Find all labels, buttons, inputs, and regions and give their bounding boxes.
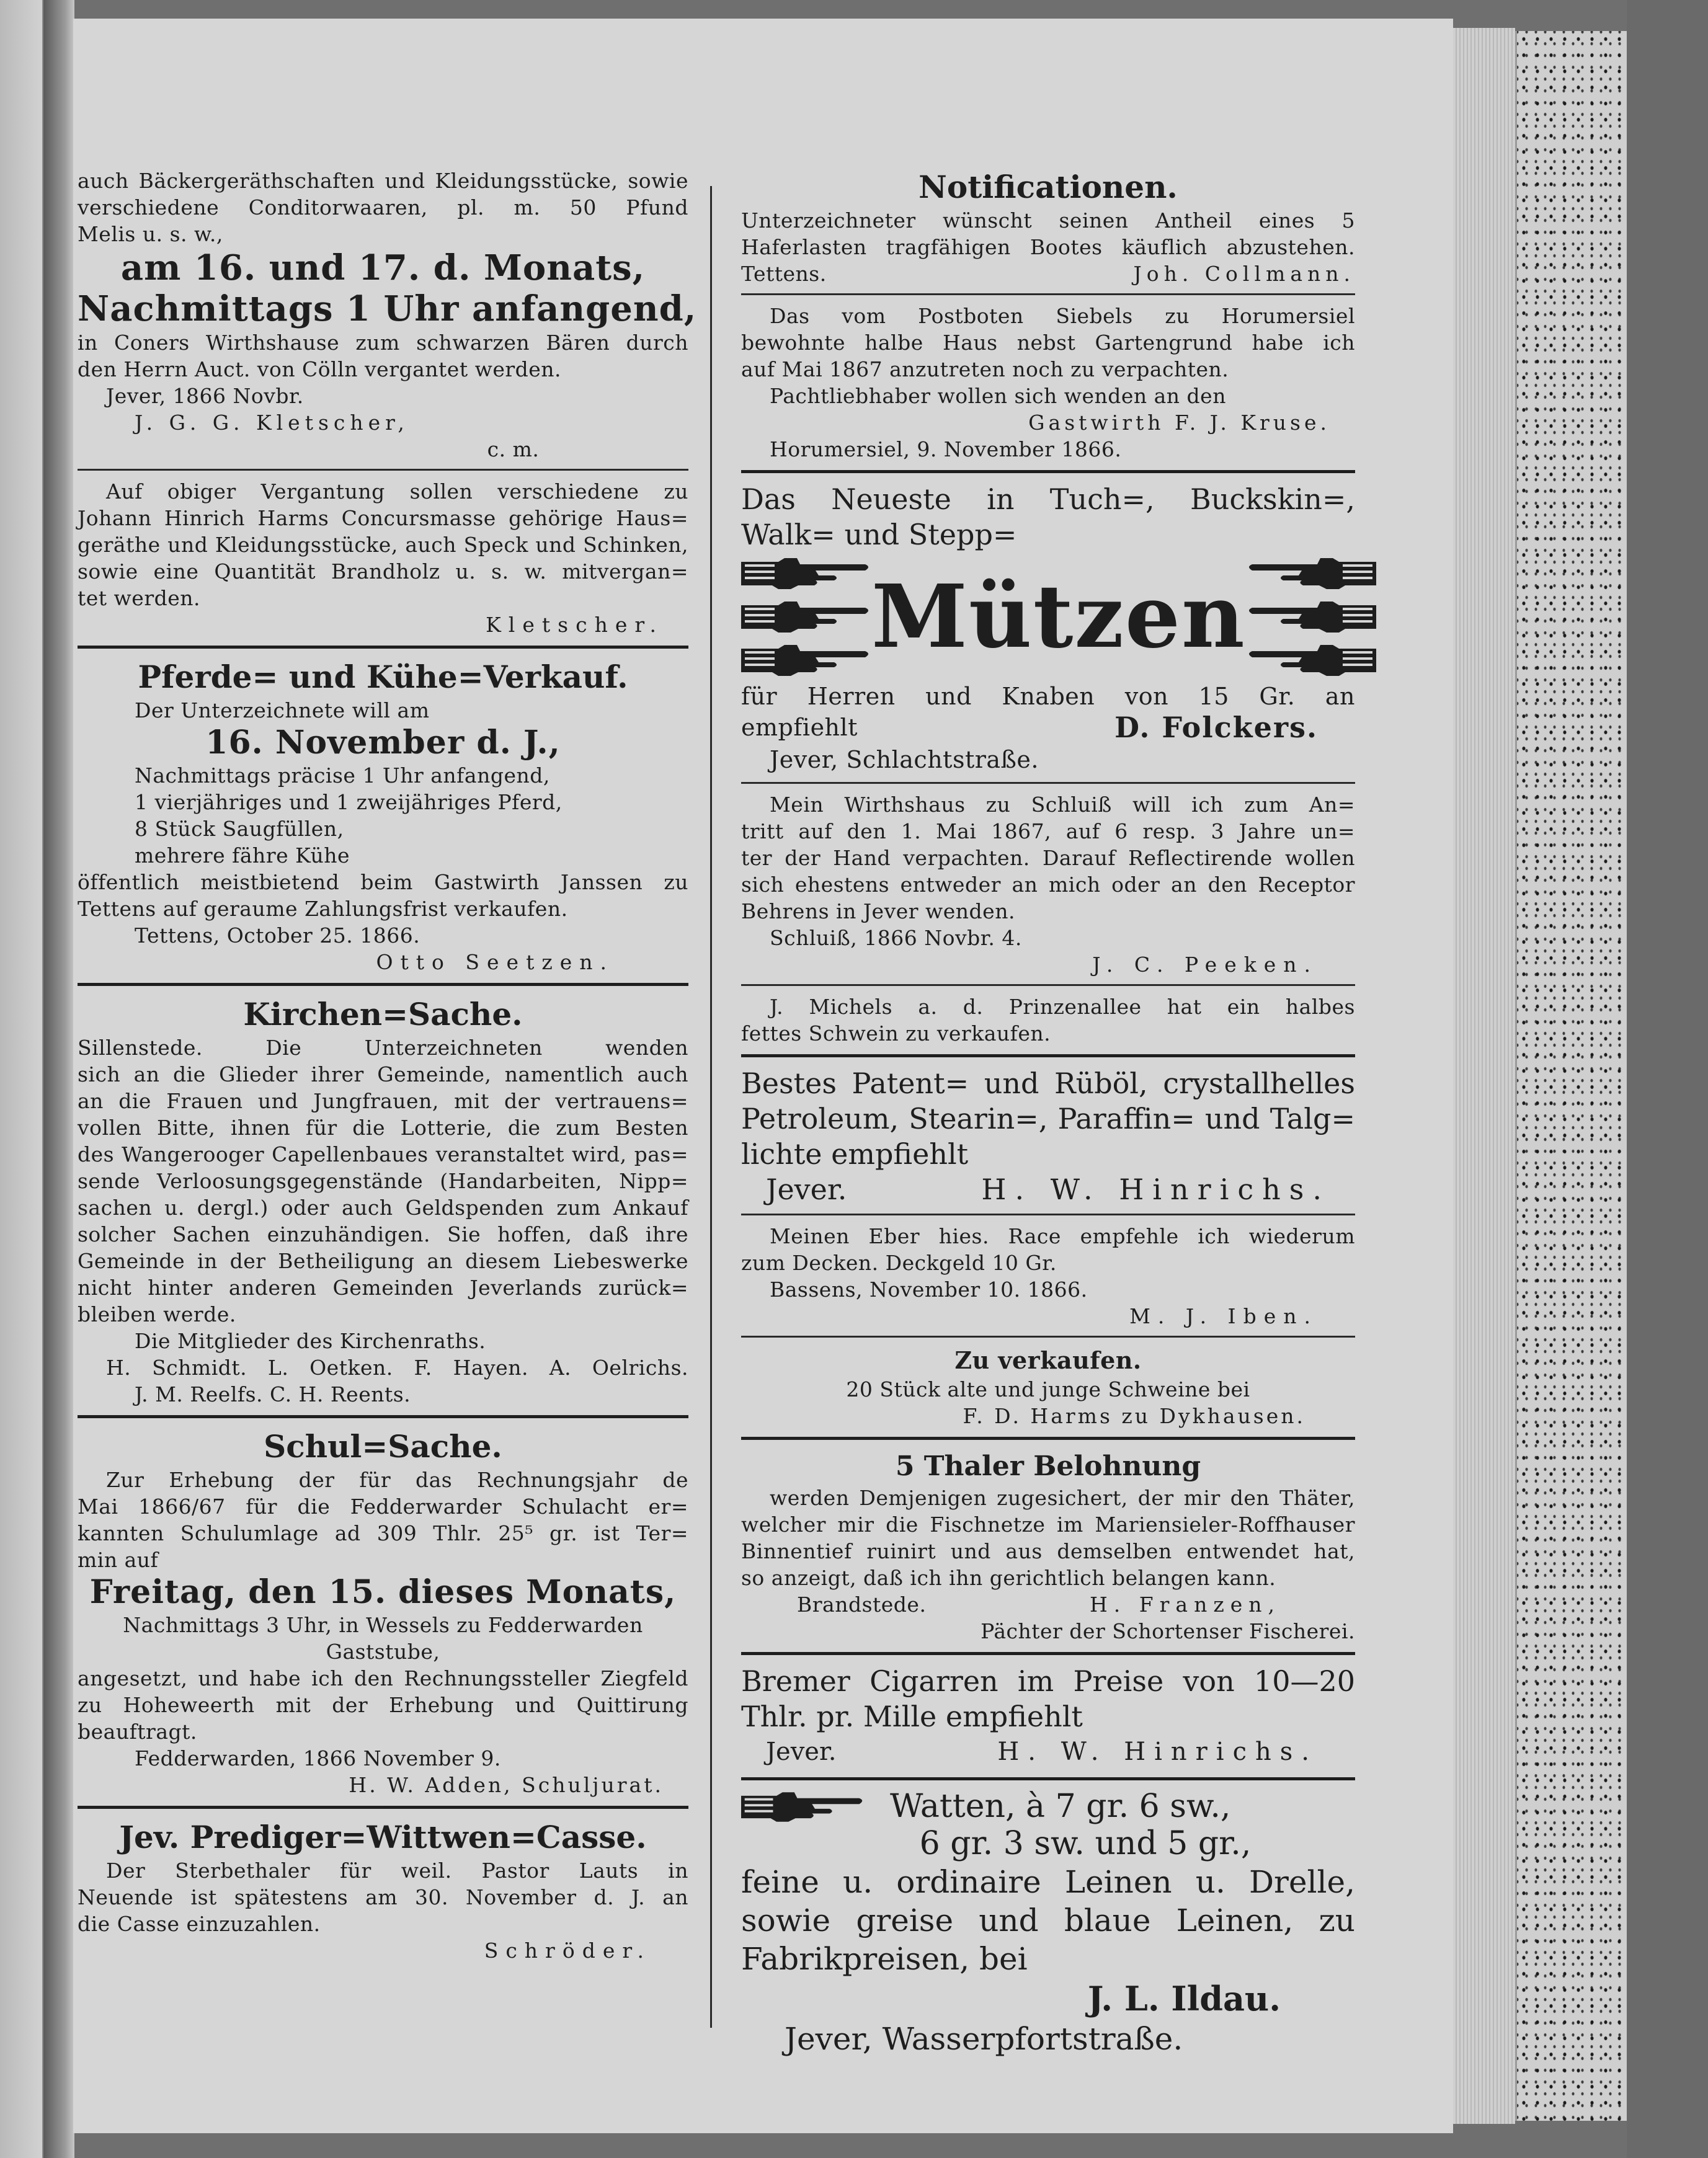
- place: Jever.: [766, 1173, 847, 1206]
- text-line: sich an die Glieder ihrer Gemeinde, namentlich auch: [78, 1062, 688, 1086]
- pointing-hand-left-icon: [1246, 557, 1376, 590]
- pointing-hand-right-icon: [741, 557, 871, 590]
- text-line: Mai 1866/67 für die Fedderwarder Schulacht er=: [78, 1494, 688, 1519]
- text-line: beauftragt.: [78, 1720, 197, 1744]
- text-line: Neuende ist spätestens am 30. November d. J. an: [78, 1885, 688, 1909]
- text-line: in Coners Wirthshause zum schwarzen Bären durch: [78, 331, 688, 355]
- notice-title: Jev. Prediger=Wittwen=Casse.: [119, 1819, 647, 1855]
- text-line: Watten, à 7 gr. 6 sw.,: [890, 1788, 1231, 1825]
- house-lease-notice: [741, 303, 1355, 463]
- vendor-address: Jever, Schlachtstraße.: [770, 746, 1039, 773]
- signature: H. W. Hinrichs.: [981, 1173, 1330, 1206]
- text-line: Auf obiger Vergantung sollen verschiedene zu: [106, 479, 688, 504]
- signature: J. G. G. Kletscher,: [135, 411, 409, 435]
- text-line: Haferlasten tragfähigen Bootes käuflich abzustehen.: [741, 235, 1355, 259]
- text-line: ter der Hand verpachten. Darauf Reflectirende wollen: [741, 846, 1355, 870]
- signature-title: Pächter der Schortenser Fischerei.: [981, 1619, 1355, 1643]
- vendor-name: D. Folckers.: [1114, 711, 1318, 744]
- school-notice: [78, 1427, 688, 1798]
- notice-title: Zu verkaufen.: [954, 1346, 1142, 1374]
- page-stack-edges: [1453, 28, 1515, 2124]
- text-line: Gaststube,: [326, 1640, 440, 1664]
- auction-date-heading: am 16. und 17. d. Monats,: [120, 247, 646, 288]
- notice-title: Pferde= und Kühe=Verkauf.: [138, 659, 628, 695]
- inn-lease-notice: [741, 791, 1355, 978]
- place-date: Jever, 1866 Novbr.: [106, 384, 304, 408]
- text-line: kannten Schulumlage ad 309 Thlr. 25⁵ gr. ist Ter=: [78, 1521, 688, 1545]
- text-line: Fabrikpreisen, bei: [741, 1941, 1028, 1977]
- text-line: des Wangerooger Capellenbaues veranstaltet wird, pas=: [78, 1142, 688, 1166]
- text-line: sowie eine Quantität Brandholz u. s. w. mitvergan=: [78, 559, 688, 584]
- signature: Gastwirth F. J. Kruse.: [1028, 411, 1330, 435]
- auction-time-heading: Nachmittags 1 Uhr anfangend,: [78, 288, 697, 329]
- text-line: Nachmittags 3 Uhr, in Wessels zu Fedderwarden: [123, 1613, 643, 1637]
- text-line: Sillenstede. Die Unterzeichneten wenden: [78, 1036, 688, 1060]
- signature: Schröder.: [484, 1938, 651, 1963]
- wadding-first-line: [741, 1789, 1355, 1824]
- text-line: tritt auf den 1. Mai 1867, auf 6 resp. 3 Jahre un=: [741, 819, 1355, 843]
- text-line: so anzeigt, daß ich ihn gerichtlich belangen kann.: [741, 1566, 1276, 1590]
- text-line: an die Frauen und Jungfrauen, mit der vertrauens=: [78, 1089, 688, 1113]
- text-line: den Herrn Auct. von Cölln vergantet werden.: [78, 357, 562, 381]
- text-line: tet werden.: [78, 586, 200, 610]
- place: Brandstede.: [797, 1592, 927, 1617]
- text-line: Petroleum, Stearin=, Paraffin= und Talg=: [741, 1102, 1355, 1135]
- text-line: sowie greise und blaue Leinen, zu: [741, 1903, 1355, 1938]
- text-line: Johann Hinrich Harms Concursmasse gehörige Haus=: [78, 506, 688, 530]
- divider: [78, 983, 688, 986]
- notification-notice: [741, 167, 1355, 287]
- left-column: [78, 167, 697, 1964]
- due-date-heading: Freitag, den 15. dieses Monats,: [89, 1573, 677, 1611]
- widows-fund-notice: [78, 1818, 688, 1964]
- notice-title: Kirchen=Sache.: [243, 996, 523, 1032]
- text-line: empfiehlt: [741, 714, 858, 741]
- text-line: vollen Bitte, ihnen für die Lotterie, die zum Besten: [78, 1116, 688, 1140]
- text-line: min auf: [78, 1548, 159, 1572]
- text-line: mehrere fähre Kühe: [135, 843, 350, 868]
- text-line: sende Verloosungsgegenstände (Handarbeiten, Nipp=: [78, 1169, 688, 1193]
- pointing-hand-right-icon: [741, 600, 871, 634]
- text-line: bleiben werde.: [78, 1302, 236, 1326]
- caps-banner: [741, 555, 1355, 679]
- signature: H. W. Hinrichs.: [997, 1738, 1318, 1766]
- divider: [78, 469, 688, 471]
- place-signature: [741, 1591, 1355, 1618]
- text-line: Nachmittags präcise 1 Uhr anfangend,: [135, 763, 550, 788]
- place-signature: [741, 1172, 1355, 1207]
- right-column: [741, 167, 1355, 2059]
- text-line: lichte empfiehlt: [741, 1137, 969, 1171]
- text-line: Zur Erhebung der für das Rechnungsjahr de: [106, 1468, 688, 1492]
- divider: [741, 1054, 1355, 1057]
- signature: H. W. Adden, Schuljurat.: [349, 1773, 664, 1797]
- text-line: Das vom Postboten Siebels zu Horumersiel: [770, 304, 1355, 328]
- signature-suffix: c. m.: [487, 437, 540, 461]
- background: [1627, 0, 1708, 2158]
- pointing-hand-left-icon: [1246, 600, 1376, 634]
- signature: Die Mitglieder des Kirchenraths.: [135, 1329, 486, 1353]
- swine-sale-notice: [741, 1345, 1355, 1429]
- text-line: Behrens in Jever wenden.: [741, 899, 1015, 923]
- text-line: 6 gr. 3 sw. und 5 gr.,: [919, 1825, 1252, 1862]
- text-line: 8 Stück Saugfüllen,: [135, 817, 344, 841]
- text-line: zu Hoheweerth mit der Erhebung und Quittirung: [78, 1693, 688, 1717]
- place-date: Schluiß, 1866 Novbr. 4.: [770, 926, 1022, 950]
- facing-page-edge: [0, 0, 43, 2158]
- text-line: Bestes Patent= und Rüböl, crystallhelles: [741, 1067, 1355, 1100]
- caps-advertisement: [741, 482, 1355, 776]
- text-line: feine u. ordinaire Leinen u. Drelle,: [741, 1864, 1355, 1900]
- divider: [741, 782, 1355, 784]
- text-line: für Herren und Knaben von 15 Gr. an: [741, 683, 1355, 710]
- divider: [78, 1806, 688, 1809]
- text-line: angesetzt, und habe ich den Rechnungssteller Ziegfeld: [78, 1666, 688, 1690]
- signature: H. Franzen,: [1089, 1592, 1281, 1617]
- hands-right: [1246, 557, 1376, 677]
- additional-auction-notice: [78, 478, 688, 638]
- text-line: nicht hinter anderen Gemeinden Jeverlands zurück=: [78, 1276, 688, 1300]
- divider: [741, 1336, 1355, 1338]
- wadding-advertisement: [741, 1789, 1355, 2059]
- text-line: Thlr. pr. Mille empfiehlt: [741, 1700, 1083, 1733]
- text-line: öffentlich meistbietend beim Gastwirth Janssen zu: [78, 870, 688, 894]
- divider: [741, 1214, 1355, 1215]
- text-line: Walk= und Stepp=: [741, 518, 1017, 551]
- text-line: Binnentief ruinirt und aus demselben entwendet hat,: [741, 1539, 1355, 1563]
- signature: Kletscher.: [486, 613, 664, 637]
- text-line: Tettens auf geraume Zahlungsfrist verkaufen.: [78, 897, 568, 921]
- text-line: solcher Sachen einzuhändigen. Sie hoffen, daß ihre: [78, 1222, 688, 1246]
- text-line: auf Mai 1867 anzutreten noch zu verpachten.: [741, 357, 1229, 381]
- text-line: sachen u. dergl.) oder auch Geldspenden zum Ankauf: [78, 1196, 688, 1220]
- text-line: sich ehestens entweder an mich oder an den Receptor: [741, 873, 1355, 897]
- text-line: werden Demjenigen zugesichert, der mir den Thäter,: [770, 1486, 1355, 1510]
- place-date: Horumersiel, 9. November 1866.: [770, 437, 1122, 461]
- signature: F. D. Harms zu Dykhausen.: [963, 1404, 1305, 1428]
- divider: [741, 1437, 1355, 1440]
- text-line: Das Neueste in Tuch=, Buckskin=,: [741, 482, 1355, 516]
- text-line: Meinen Eber hies. Race empfehle ich wiederum: [770, 1224, 1355, 1248]
- text-line: Mein Wirthshaus zu Schluiß will ich zum An=: [770, 793, 1355, 817]
- text-line: 20 Stück alte und junge Schweine bei: [846, 1377, 1250, 1401]
- text-line: Der Unterzeichnete will am: [135, 698, 430, 722]
- column-rule: [710, 186, 712, 2028]
- signature: M. J. Iben.: [1129, 1304, 1318, 1328]
- text-line: die Casse einzuzahlen.: [78, 1912, 321, 1936]
- text-line: welcher mir die Fischnetze im Mariensieler-Roffhauser: [741, 1512, 1355, 1537]
- reward-notice: [741, 1449, 1355, 1645]
- place-signature: [741, 260, 1355, 287]
- place-date: Bassens, November 10. 1866.: [770, 1277, 1088, 1302]
- divider: [78, 646, 688, 649]
- notice-title: 5 Thaler Belohnung: [895, 1450, 1201, 1482]
- signature: Otto Seetzen.: [376, 950, 614, 974]
- text-line: Unterzeichneter wünscht seinen Antheil eines 5: [741, 208, 1355, 233]
- divider: [741, 1652, 1355, 1655]
- text-line: 1 vierjähriges und 1 zweijähriges Pferd,: [135, 790, 563, 814]
- place-signature: [741, 1734, 1355, 1770]
- speckled-book-cover: [1515, 31, 1627, 2121]
- place-date: Tettens, October 25. 1866.: [135, 923, 420, 948]
- text-line: Bremer Cigarren im Preise von 10—20: [741, 1664, 1355, 1698]
- oil-advertisement: [741, 1066, 1355, 1207]
- place-date: Fedderwarden, 1866 November 9.: [135, 1746, 501, 1770]
- boar-notice: [741, 1223, 1355, 1330]
- signature-names: H. Schmidt. L. Oetken. F. Hayen. A. Oelrichs.: [106, 1356, 688, 1380]
- pointing-hand-left-icon: [1246, 644, 1376, 677]
- signature: J. C. Peeken.: [1092, 952, 1318, 977]
- text-line: verschiedene Conditorwaaren, pl. m. 50 Pfund: [78, 195, 688, 220]
- book-gutter: [43, 0, 74, 2158]
- pointing-hand-right-icon: [741, 644, 871, 677]
- text-line: Melis u. s. w.,: [78, 222, 223, 246]
- vendor-address: Jever, Wasserpfortstraße.: [785, 2021, 1183, 2057]
- divider: [741, 470, 1355, 473]
- notice-title: Schul=Sache.: [264, 1428, 502, 1465]
- divider: [741, 1777, 1355, 1780]
- sale-date-heading: 16. November d. J.,: [205, 724, 561, 762]
- signature-names: J. M. Reelfs. C. H. Reents.: [135, 1382, 411, 1406]
- text-line: Der Sterbethaler für weil. Pastor Lauts in: [106, 1858, 688, 1883]
- caps-headline: Mützen: [871, 566, 1246, 668]
- divider: [741, 293, 1355, 295]
- vendor-name: J. L. Ildau.: [1087, 1979, 1281, 2018]
- pig-sale-notice: [741, 993, 1355, 1047]
- text-line: geräthe und Kleidungsstücke, auch Speck und Schinken,: [78, 533, 688, 557]
- text-line: auch Bäckergeräthschaften und Kleidungsstücke, sowie: [78, 169, 688, 193]
- place: Jever.: [766, 1738, 837, 1766]
- text-line: Gemeinde in der Betheiligung an diesem Liebeswerke: [78, 1249, 688, 1273]
- divider: [78, 1415, 688, 1418]
- place: Tettens.: [741, 262, 827, 286]
- text-line: Pachtliebhaber wollen sich wenden an den: [770, 384, 1226, 408]
- auction-notice: [78, 167, 697, 463]
- horse-cattle-sale-notice: [78, 657, 688, 975]
- divider: [741, 984, 1355, 986]
- signature: Joh. Collmann.: [1133, 262, 1355, 286]
- text-line: bewohnte halbe Haus nebst Gartengrund habe ich: [741, 331, 1355, 355]
- cigars-advertisement: [741, 1664, 1355, 1770]
- text-line: J. Michels a. d. Prinzenallee hat ein halbes: [770, 995, 1355, 1019]
- vendor-line: [741, 711, 1355, 744]
- text-line: fettes Schwein zu verkaufen.: [741, 1021, 1051, 1046]
- pointing-hand-right-icon: [741, 1790, 865, 1824]
- church-notice: [78, 995, 688, 1408]
- section-title: Notificationen.: [918, 169, 1178, 205]
- text-line: zum Decken. Deckgeld 10 Gr.: [741, 1251, 1057, 1275]
- hands-left: [741, 557, 871, 677]
